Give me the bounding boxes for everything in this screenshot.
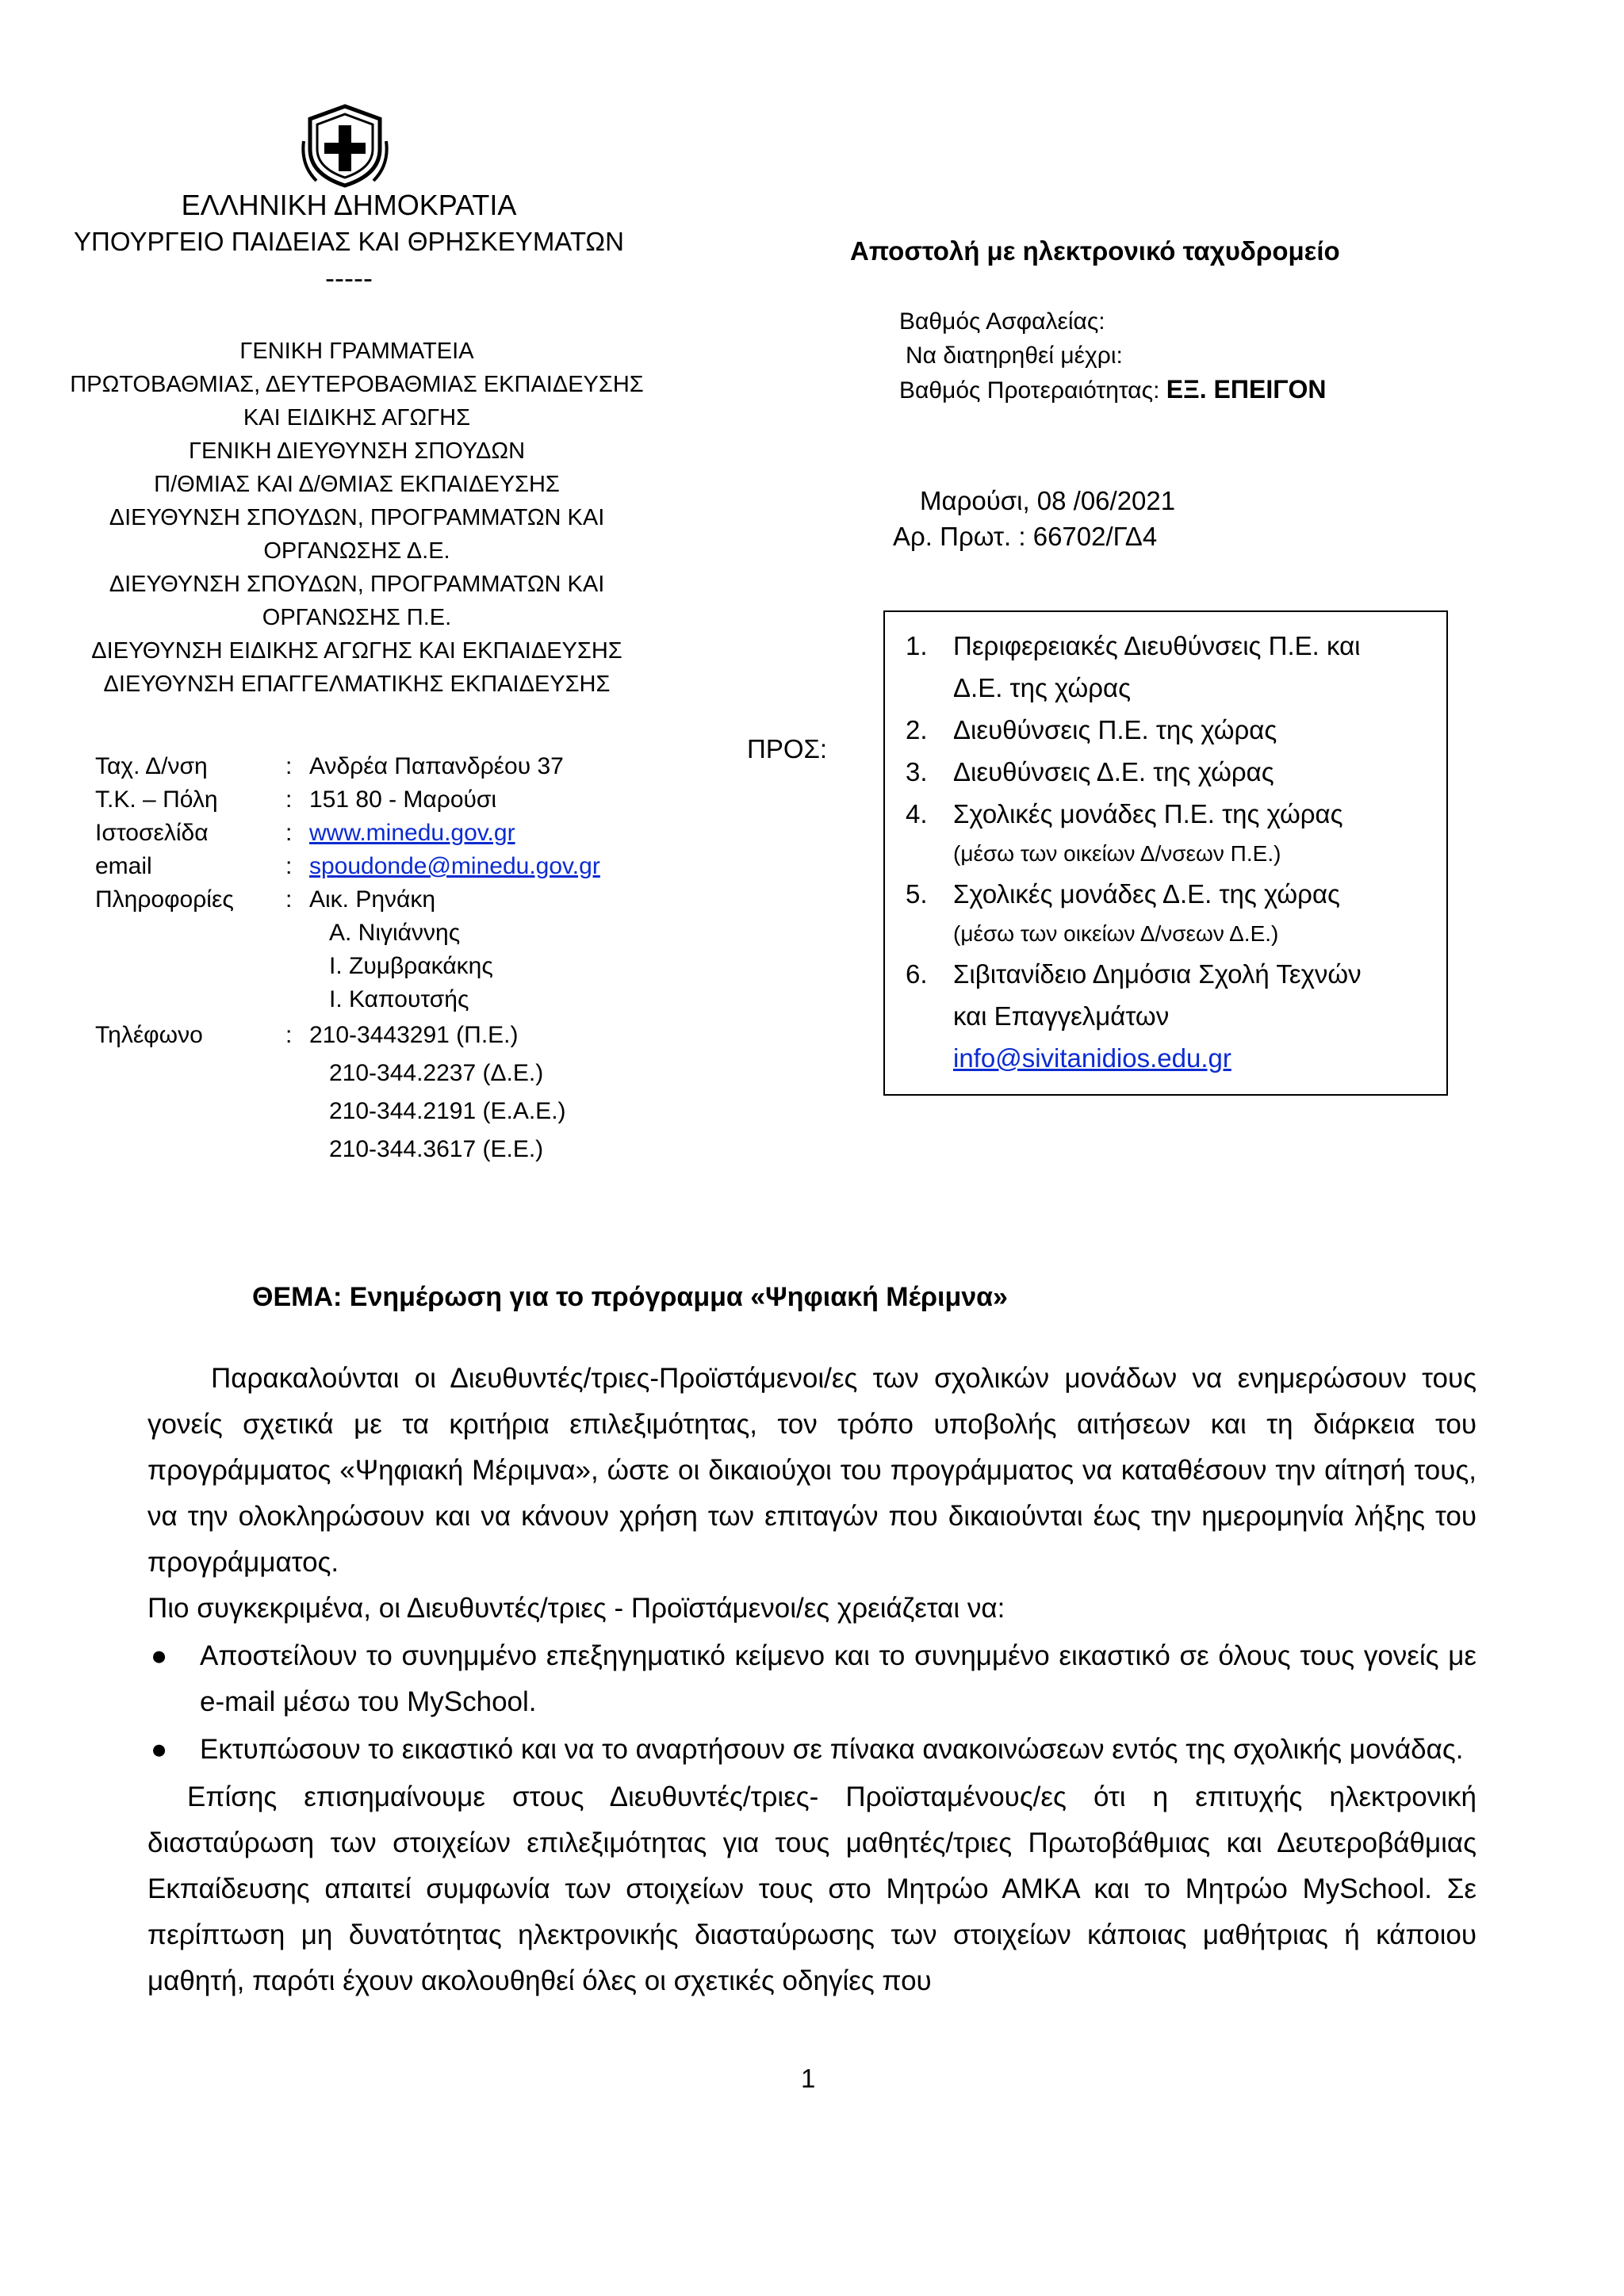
date-line: Μαρούσι, 08 /06/2021 (920, 486, 1176, 515)
header-separator: ----- (325, 262, 373, 294)
phone-row: Τηλέφωνο : 210-3443291 (Π.Ε.) (95, 1016, 698, 1054)
directorates-block (48, 335, 666, 701)
bullet-icon: ● (151, 1640, 168, 1671)
date-block (893, 483, 1175, 554)
protocol-line: Αρ. Πρωτ. : 66702/ΓΔ4 (893, 522, 1158, 551)
website-row: Ιστοσελίδα : www.minedu.gov.gr (95, 817, 698, 850)
info-row: Πληροφορίες : Αικ. Ρηνάκη (95, 883, 698, 916)
recipient-subtext: (μέσω των οικείων Δ/νσεων Δ.Ε.) (953, 921, 1279, 946)
recipient-item: 1. Περιφερειακές Διευθύνσεις Π.Ε. και Δ.Ε. της χώρας (906, 625, 1427, 709)
bullet-item (147, 1727, 1477, 1773)
recipient-text: Σιβιτανίδειο Δημόσια Σχολή Τεχνών (953, 959, 1362, 989)
phone-number: 210-344.2237 (Δ.Ε.) (329, 1060, 544, 1086)
city-value: 151 80 - Μαρούσι (309, 786, 497, 813)
ministry-name: ΥΠΟΥΡΓΕΙΟ ΠΑΙΔΕΙΑΣ ΚΑΙ ΘΡΗΣΚΕΥΜΑΤΩΝ (74, 227, 624, 256)
bullet-icon: ● (151, 1734, 168, 1765)
recipient-item: 4. Σχολικές μονάδες Π.Ε. της χώρας (μέσω των οικείων Δ/νσεων Π.Ε.) (906, 793, 1427, 873)
directorate-line: ΚΑΙ ΕΙΔΙΚΗΣ ΑΓΩΓΗΣ (243, 405, 471, 430)
recipients-label: ΠΡΟΣ: (747, 734, 828, 763)
bullet-item (147, 1633, 1477, 1725)
directorate-line: ΔΙΕΥΘΥΝΣΗ ΣΠΟΥΔΩΝ, ΠΡΟΓΡΑΜΜΑΤΩΝ ΚΑΙ (109, 505, 605, 530)
directorate-line: ΔΙΕΥΘΥΝΣΗ ΣΠΟΥΔΩΝ, ΠΡΟΓΡΑΜΜΑΤΩΝ ΚΑΙ (109, 572, 605, 597)
phone-number: 210-344.2191 (Ε.Α.Ε.) (329, 1098, 566, 1124)
body-text (147, 1356, 1477, 2004)
recipient-item: 5. Σχολικές μονάδες Δ.Ε. της χώρας (μέσω των οικείων Δ/νσεων Δ.Ε.) (906, 873, 1427, 953)
directorate-line: Π/ΘΜΙΑΣ ΚΑΙ Δ/ΘΜΙΑΣ ΕΚΠΑΙΔΕΥΣΗΣ (154, 472, 560, 497)
info-person: Ι. Ζυμβρακάκης (329, 953, 493, 979)
info-person: Α. Νιγιάννης (329, 920, 461, 946)
info-label: Πληροφορίες (95, 886, 234, 913)
address-label: Ταχ. Δ/νση (95, 753, 208, 779)
website-link[interactable]: www.minedu.gov.gr (309, 820, 515, 846)
recipient-text: Δ.Ε. της χώρας (953, 673, 1131, 702)
issuer-header (48, 187, 650, 297)
address-row: Ταχ. Δ/νση : Ανδρέα Παπανδρέου 37 (95, 750, 698, 783)
bullet-text: Εκτυπώσουν το εικαστικό και να το αναρτήσουν σε πίνακα ανακοινώσεων εντός της σχολικής μονάδας. (200, 1734, 1464, 1765)
greek-emblem-icon (297, 101, 393, 190)
security-label: Βαθμός Ασφαλείας: (899, 308, 1105, 335)
page-number: 1 (801, 2064, 816, 2093)
directorate-line: ΓΕΝΙΚΗ ΓΡΑΜΜΑΤΕΙΑ (239, 339, 474, 364)
recipient-text: Σχολικές μονάδες Δ.Ε. της χώρας (953, 879, 1340, 909)
recipient-email-link[interactable]: info@sivitanidios.edu.gr (953, 1043, 1231, 1073)
security-block (899, 304, 1326, 408)
body-paragraph: Πιο συγκεκριμένα, οι Διευθυντές/τριες - Προϊστάμενοι/ες χρειάζεται να: (147, 1593, 1005, 1624)
email-label: email (95, 853, 152, 879)
country-name: ΕΛΛΗΝΙΚΗ ΔΗΜΟΚΡΑΤΙΑ (181, 189, 517, 221)
phone-number: 210-344.3617 (Ε.Ε.) (329, 1136, 544, 1162)
recipients-box (883, 610, 1448, 1096)
recipient-item: 6. Σιβιτανίδειο Δημόσια Σχολή Τεχνών και Επαγγελμάτων info@sivitanidios.edu.gr (906, 953, 1427, 1079)
recipient-subtext: (μέσω των οικείων Δ/νσεων Π.Ε.) (953, 841, 1281, 866)
contact-details (95, 750, 698, 1169)
directorate-line: ΓΕΝΙΚΗ ΔΙΕΥΘΥΝΣΗ ΣΠΟΥΔΩΝ (188, 438, 526, 464)
directorate-line: ΔΙΕΥΘΥΝΣΗ ΕΠΑΓΓΕΛΜΑΤΙΚΗΣ ΕΚΠΑΙΔΕΥΣΗΣ (103, 672, 611, 697)
address-value: Ανδρέα Παπανδρέου 37 (309, 753, 564, 779)
recipient-text: Περιφερειακές Διευθύνσεις Π.Ε. και (953, 631, 1361, 660)
city-row: Τ.Κ. – Πόλη : 151 80 - Μαρούσι (95, 783, 698, 817)
body-paragraph: Παρακαλούνται οι Διευθυντές/τριες-Προϊστάμενοι/ες των σχολικών μονάδων να ενημερώσουν τους γονείς σχετικά με τα κριτήρια επιλεξιμότητας, τον τρόπο υποβολής αιτήσεων και τη διάρκεια του προγράμματος «Ψηφιακή Μέριμνα», ώστε οι δικαιούχοι του προγράμματος να καταθέσουν την αίτησή τους, να την ολοκληρώσουν και να κάνουν χρήση των επιταγών που δικαιούνται έως την ημερομηνία λήξης του προγράμματος. (147, 1363, 1477, 1578)
directorate-line: ΟΡΓΑΝΩΣΗΣ Δ.Ε. (263, 538, 450, 564)
subject-line: ΘΕΜΑ: Ενημέρωση για το πρόγραμμα «Ψηφιακή Μέριμνα» (252, 1282, 1008, 1312)
recipient-text: Διευθύνσεις Π.Ε. της χώρας (953, 715, 1277, 744)
recipient-item: 3. Διευθύνσεις Δ.Ε. της χώρας (906, 751, 1427, 793)
recipient-text: και Επαγγελμάτων (953, 1001, 1170, 1031)
send-mode: Αποστολή με ηλεκτρονικό ταχυδρομείο (850, 236, 1340, 266)
info-person: Αικ. Ρηνάκη (309, 886, 436, 913)
info-person: Ι. Καπουτσής (329, 986, 469, 1012)
directorate-line: ΟΡΓΑΝΩΣΗΣ Π.Ε. (262, 605, 452, 630)
body-paragraph: Επίσης επισημαίνουμε στους Διευθυντές/τριες- Προϊσταμένους/ες ότι η επιτυχής ηλεκτρονική διασταύρωση των στοιχείων επιλεξιμότητας για τους μαθητές/τριες Πρωτοβάθμιας και Δευτεροβάθμιας Εκπαίδευσης απαιτεί συμφωνία των στοιχείων τους στο Μητρώο ΑΜΚΑ και το Μητρώο MySchool. Σε περίπτωση μη δυνατότητας ηλεκτρονικής διασταύρωσης των στοιχείων κάποιας μαθήτριας ή κάποιου μαθητή, παρότι έχουν ακολουθηθεί όλες οι σχετικές οδηγίες που (147, 1781, 1477, 1996)
priority-label: Βαθμός Προτεραιότητας: (899, 377, 1160, 404)
recipient-text: Διευθύνσεις Δ.Ε. της χώρας (953, 757, 1274, 786)
city-label: Τ.Κ. – Πόλη (95, 786, 218, 813)
phone-number: 210-3443291 (Π.Ε.) (309, 1022, 519, 1048)
phone-label: Τηλέφωνο (95, 1022, 203, 1048)
email-row: email : spoudonde@minedu.gov.gr (95, 850, 698, 883)
priority-value: ΕΞ. ΕΠΕΙΓΟΝ (1166, 375, 1327, 404)
recipient-text: Σχολικές μονάδες Π.Ε. της χώρας (953, 799, 1343, 828)
directorate-line: ΔΙΕΥΘΥΝΣΗ ΕΙΔΙΚΗΣ ΑΓΩΓΗΣ ΚΑΙ ΕΚΠΑΙΔΕΥΣΗΣ (91, 638, 622, 664)
directorate-line: ΠΡΩΤΟΒΑΘΜΙΑΣ, ΔΕΥΤΕΡΟΒΑΘΜΙΑΣ ΕΚΠΑΙΔΕΥΣΗΣ (70, 372, 644, 397)
bullet-text: Αποστείλουν το συνημμένο επεξηγηματικό κείμενο και το συνημμένο εικαστικό σε όλους τους γονείς με e-mail μέσω του MySchool. (200, 1640, 1477, 1717)
retain-label: Να διατηρηθεί μέχρι: (906, 342, 1123, 369)
priority-line (899, 373, 1326, 408)
recipient-item: 2. Διευθύνσεις Π.Ε. της χώρας (906, 709, 1427, 751)
website-label: Ιστοσελίδα (95, 820, 209, 846)
email-link[interactable]: spoudonde@minedu.gov.gr (309, 853, 600, 879)
